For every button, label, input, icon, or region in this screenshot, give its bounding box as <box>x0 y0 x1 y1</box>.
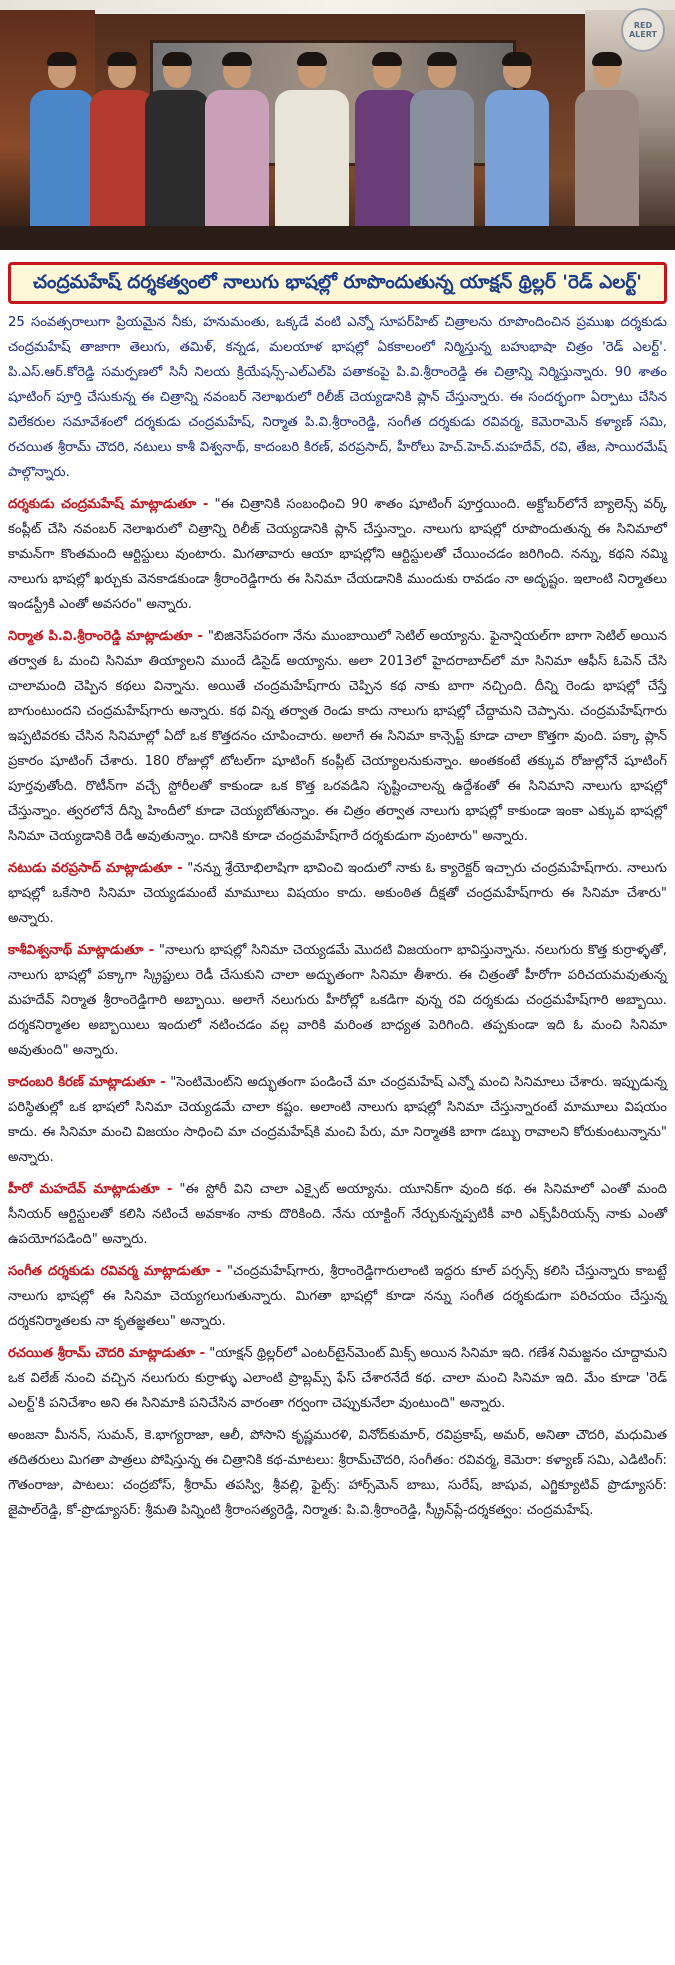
speaker-label: నిర్మాత పి.వి.శ్రీరాంరెడ్డి మాట్లాడుతూ - <box>8 629 203 644</box>
intro-paragraph: 25 సంవత్సరాలుగా ప్రియమైన నీకు, హనుమంతు, ఒక్కడే వంటి ఎన్నో సూపర్‌హిట్ చిత్రాలను రూపొందించిన ప్రముఖ దర్శకుడు చంద్రమహేష్ తాజాగా తెలుగు, తమిళ్, కన్నడ, మలయాళ భాషల్లో ఏకకాలంలో నిర్మిస్తున్న బహుభాషా చిత్రం 'రెడ్ ఎలర్ట్'. పి.ఎస్.ఆర్.కోరెడ్డి సమర్పణలో సినీ నిలయ క్రియేషన్స్-ఎల్‌ఎల్‌పి పతాకంపై పి.వి.శ్రీరాంరెడ్డి ఈ చిత్రాన్ని నిర్మిస్తున్నారు. 90 శాతం షూటింగ్ పూర్తి చేసుకున్న ఈ చిత్రాన్ని నవంబర్ నెలాఖరులో రిలీజ్ చెయ్యడానికి ప్లాన్ చేస్తున్నారు. ఈ సందర్భంగా ఏర్పాటు చేసిన విలేకరుల సమావేశంలో దర్శకుడు చంద్రమహేష్, నిర్మాత పి.వి.శ్రీరాంరెడ్డి, సంగీత దర్శకుడు రవివర్మ, కెమెరామెన్ కళ్యాణ్ సమి, రచయిత శ్రీరామ్ చౌదరి, నటులు కాశీ విశ్వనాథ్, కాదంబరి కిరణ్, వరప్రసాద్, హీరోలు హెచ్.హెచ్.మహదేవ్, రవి, తేజ, సాయిరమేష్ పాల్గొన్నారు. <box>8 315 667 480</box>
quote-text: "ఈ స్టోరీ విని చాలా ఎక్సైట్ అయ్యాను. యూనిక్‌గా వుంది కథ. ఈ సినిమాలో ఎంతో మంది సీనియర్ ఆర్టిస్టులతో కలిసి నటించే అవకాశం నాకు దొరికింది. నేను యాక్టింగ్ నేర్చుకున్నప్పటికీ వారి ఎక్స్‌పీరియన్స్ నాకు ఎంతో ఉపయోగపడింది" అన్నారు. <box>8 1182 667 1247</box>
quote-text: "చంద్రమహేష్‌గారు, శ్రీరాంరెడ్డిగారులాంటి ఇద్దరు కూల్ పర్సన్స్ కలిసి చేస్తున్నారు కాబట్టే నాలుగు భాషల్లో ఈ సినిమా చెయ్యగలుగుతున్నారు. మిగతా భాషల్లో కూడా నన్ను సంగీత దర్శకుడుగా పరిచయం చేస్తున్న దర్శకనిర్మాతలకు నా కృతజ్ఞతలు" అన్నారు. <box>8 1264 667 1329</box>
quote-paragraph <box>8 938 667 1063</box>
ceiling-light <box>0 0 675 14</box>
headline: చంద్రమహేష్ దర్శకత్వంలో నాలుగు భాషల్లో రూపొందుతున్న యాక్షన్ థ్రిల్లర్ 'రెడ్ ఎలర్ట్' <box>8 262 667 304</box>
quote-text: "ఈ చిత్రానికి సంబంధించి 90 శాతం షూటింగ్ పూర్తయింది. అక్టోబర్‌లోనే బ్యాలెన్స్ వర్క్ కంప్లీట్ చేసి నవంబర్ నెలాఖరులో చిత్రాన్ని రిలీజ్ చెయ్యడానికి ప్లాన్ చేస్తున్నాం. నాలుగు భాషల్లో రూపొందుతున్న ఈ సినిమాలో కామన్‌గా కొంతమంది ఆర్టిస్టులు వుంటారు. మిగతావారు ఆయా భాషల్లోని ఆర్టిస్టులతో చేయించడం జరిగింది. నన్ను, కథని నమ్మి నాలుగు భాషల్లో ఖర్చుకు వెనకాడకుండా శ్రీరాంరెడ్డిగారు ఈ సినిమా చేయడానికి ముందుకు రావడం నా అదృష్టం. ఇలాంటి నిర్మాతలు ఇండస్ట్రీకి ఎంతో అవసరం" అన్నారు. <box>8 497 667 612</box>
quote-text: "సెంటిమెంట్‌ని అద్భుతంగా పండించే మా చంద్రమహేష్ ఎన్నో మంచి సినిమాలు చేశారు. ఇప్పుడున్న పరిస్థితుల్లో ఒక భాషలో సినిమా చెయ్యడమే చాలా కష్టం. అలాంటి నాలుగు భాషల్లో సినిమా చేస్తున్నారంటే మామూలు విషయం కాదు. ఈ సినిమా మంచి విజయం సాధించి మా చంద్రమహేష్‌కి మంచి పేరు, మా నిర్మాతకి బాగా డబ్బు రావాలని కోరుకుంటున్నాను" అన్నారు. <box>8 1075 667 1165</box>
speaker-label: సంగీత దర్శకుడు రవివర్మ మాట్లాడుతూ - <box>8 1264 222 1279</box>
quote-paragraph <box>8 624 667 849</box>
press-meet-photo <box>0 0 675 250</box>
person <box>145 54 209 240</box>
speaker-label: కాశీవిశ్వనాథ్ మాట్లాడుతూ - <box>8 943 155 958</box>
person <box>30 54 94 240</box>
speaker-label: నటుడు వరప్రసాద్ మాట్లాడుతూ - <box>8 861 183 876</box>
quote-paragraph <box>8 1341 667 1416</box>
person <box>275 54 349 240</box>
channel-logo <box>621 8 665 52</box>
speaker-label: దర్శకుడు చంద్రమహేష్ మాట్లాడుతూ - <box>8 497 209 512</box>
quote-text: "బిజినెస్‌పరంగా నేను ముంబాయిలో సెటిల్ అయ్యాను. ఫైనాన్షియల్‌గా బాగా సెటిల్ అయిన తర్వాత ఓ మంచి సినిమా తియ్యాలని ముందే డిసైడ్ అయ్యాను. అలా 2013లో హైదరాబాద్‌లో మా సినిమా ఆఫీస్ ఓపెన్ చేసి చాలామంది చెప్పిన కథలు విన్నాను. అయితే చంద్రమహేష్‌గారు చెప్పిన కథ నాకు బాగా నచ్చింది. దీన్ని రెండు భాషల్లో చేస్తే బాగుంటుందని చంద్రమహేష్‌గారు అన్నారు. కథ విన్న తర్వాత రెండు కాదు నాలుగు భాషల్లో చేద్దామని చెప్పాను. చంద్రమహేష్‌గారు ఇప్పటివరకు చేసిన సినిమాల్లో ఏదో ఒక కొత్తదనం చూపించారు. అలాగే ఈ సినిమా కాన్సెప్ట్ కూడా చాలా కొత్తగా వుంది. పక్కా ప్లాన్ ప్రకారం షూటింగ్ చేశారు. 180 రోజుల్లో టోటల్‌గా షూటింగ్ కంప్లీట్ చెయ్యాలనుకున్నాం. అంతకంటే తక్కువ రోజుల్లోనే షూటింగ్ పూర్తవుతోంది. రొటీన్‌గా వచ్చే స్టోరీలతో కాకుండా ఒక కొత్త ఒరవడిని సృష్టించాలన్న ఉద్దేశంతో ఈ సినిమాని నాలుగు భాషల్లో చేస్తున్నాం. త్వరలోనే దీన్ని హిందీలో కూడా చెయ్యబోతున్నాం. ఈ చిత్రం తర్వాత నాలుగు భాషల్లో కాకుండా ఇంకా ఎక్కువ భాషల్లో సినిమా చెయ్యడానికి రెడీ అవుతున్నాం. దానికి కూడా చంద్రమహేష్‌గారే దర్శకుడుగా వుంటారు" అన్నారు. <box>8 629 667 844</box>
quote-text: "యాక్షన్ థ్రిల్లర్‌లో ఎంటర్‌టైన్‌మెంట్ మిక్స్ అయిన సినిమా ఇది. గణేశ నిమజ్జనం చూద్దామని ఒక విలేజ్ నుంచి వచ్చిన నలుగురు కుర్రాళ్ళు ఎలాంటి ప్రాబ్లమ్స్ ఫేస్ చేశారనేదే కథ. చాలా మంచి సినిమా ఇది. మేం కూడా 'రెడ్ ఎలర్ట్'కి పనిచేశాం అని ఈ సినిమాకి పనిచేసిన వారంతా గర్వంగా చెప్పుకునేలా వుంటుంది" అన్నారు. <box>8 1346 667 1411</box>
quote-paragraph <box>8 492 667 617</box>
person <box>575 54 639 240</box>
article-body <box>0 304 675 1523</box>
quote-text: "నన్ను శ్రేయోభిలాషిగా భావించి ఇందులో నాకు ఓ క్యారెక్టర్ ఇచ్చారు చంద్రమహేష్‌గారు. నాలుగు భాషల్లో ఒకేసారి సినిమా చెయ్యడమంటే మామూలు విషయం కాదు. అకుంఠిత దీక్షతో చంద్రమహేష్‌గారు ఈ సినిమా చేశారు" అన్నారు. <box>8 861 667 926</box>
quote-text: "నాలుగు భాషల్లో సినిమా చెయ్యడమే మొదటి విజయంగా భావిస్తున్నాను. నలుగురు కొత్త కుర్రాళ్ళతో, నాలుగు భాషల్లో పక్కాగా స్క్రిప్టులు రెడీ చేసుకుని చాలా అద్భుతంగా సినిమా తీశారు. ఈ చిత్రంతో హీరోగా పరిచయమవుతున్న మహదేవ్ నిర్మాత శ్రీరాంరెడ్డిగారి అబ్బాయి. అలాగే నలుగురు హీరోల్లో ఒకడిగా వున్న రవి దర్శకుడు చంద్రమహేష్‌గారి అబ్బాయి. దర్శకనిర్మాతల అబ్బాయిలు ఇందులో నటించడం వల్ల వారికి మరింత బాధ్యత పెరిగింది. తప్పకుండా ఇది ఓ మంచి సినిమా అవుతుంది" అన్నారు. <box>8 943 667 1058</box>
speaker-label: కాదంబరి కిరణ్ మాట్లాడుతూ - <box>8 1075 166 1090</box>
floor <box>0 226 675 250</box>
person <box>485 54 549 240</box>
speaker-label: హీరో మహదేవ్ మాట్లాడుతూ - <box>8 1182 173 1197</box>
speaker-label: రచయిత శ్రీరామ్ చౌదరి మాట్లాడుతూ - <box>8 1346 206 1361</box>
quote-paragraph <box>8 856 667 931</box>
credits-paragraph: అంజనా మీనన్, సుమన్, కె.భాగ్యరాజా, ఆలీ, పోసాని కృష్ణమురళి, వినోద్‌కుమార్, రవిప్రకాష్, అమర్, అనితా చౌదరి, మధుమిత తదితరులు మిగతా పాత్రలు పోషిస్తున్న ఈ చిత్రానికి కథ-మాటలు: శ్రీరామ్‌చౌదరి, సంగీతం: రవివర్మ, కెమెరా: కళ్యాణ్ సమి, ఎడిటింగ్: గౌతంరాజు, పాటలు: చంద్రబోస్, శ్రీరామ్ తపస్వి, శ్రీవల్లి, ఫైట్స్: హార్స్‌మెన్ బాబు, సురేష్, జాషువ, ఎగ్జిక్యూటివ్ ప్రొడ్యూసర్: జైపాల్‌రెడ్డి, కో-ప్రొడ్యూసర్: శ్రీమతి పిన్నింటి శ్రీరాంసత్యరెడ్డి, నిర్మాత: పి.వి.శ్రీరాంరెడ్డి, స్క్రీన్‌ప్లే-దర్శకత్వం: చంద్రమహేష్. <box>8 1428 667 1518</box>
quote-paragraph <box>8 1177 667 1252</box>
person <box>205 54 269 240</box>
person <box>410 54 474 240</box>
logo-text: RED ALERT <box>628 21 657 39</box>
quote-paragraph <box>8 1070 667 1170</box>
quote-paragraph <box>8 1259 667 1334</box>
